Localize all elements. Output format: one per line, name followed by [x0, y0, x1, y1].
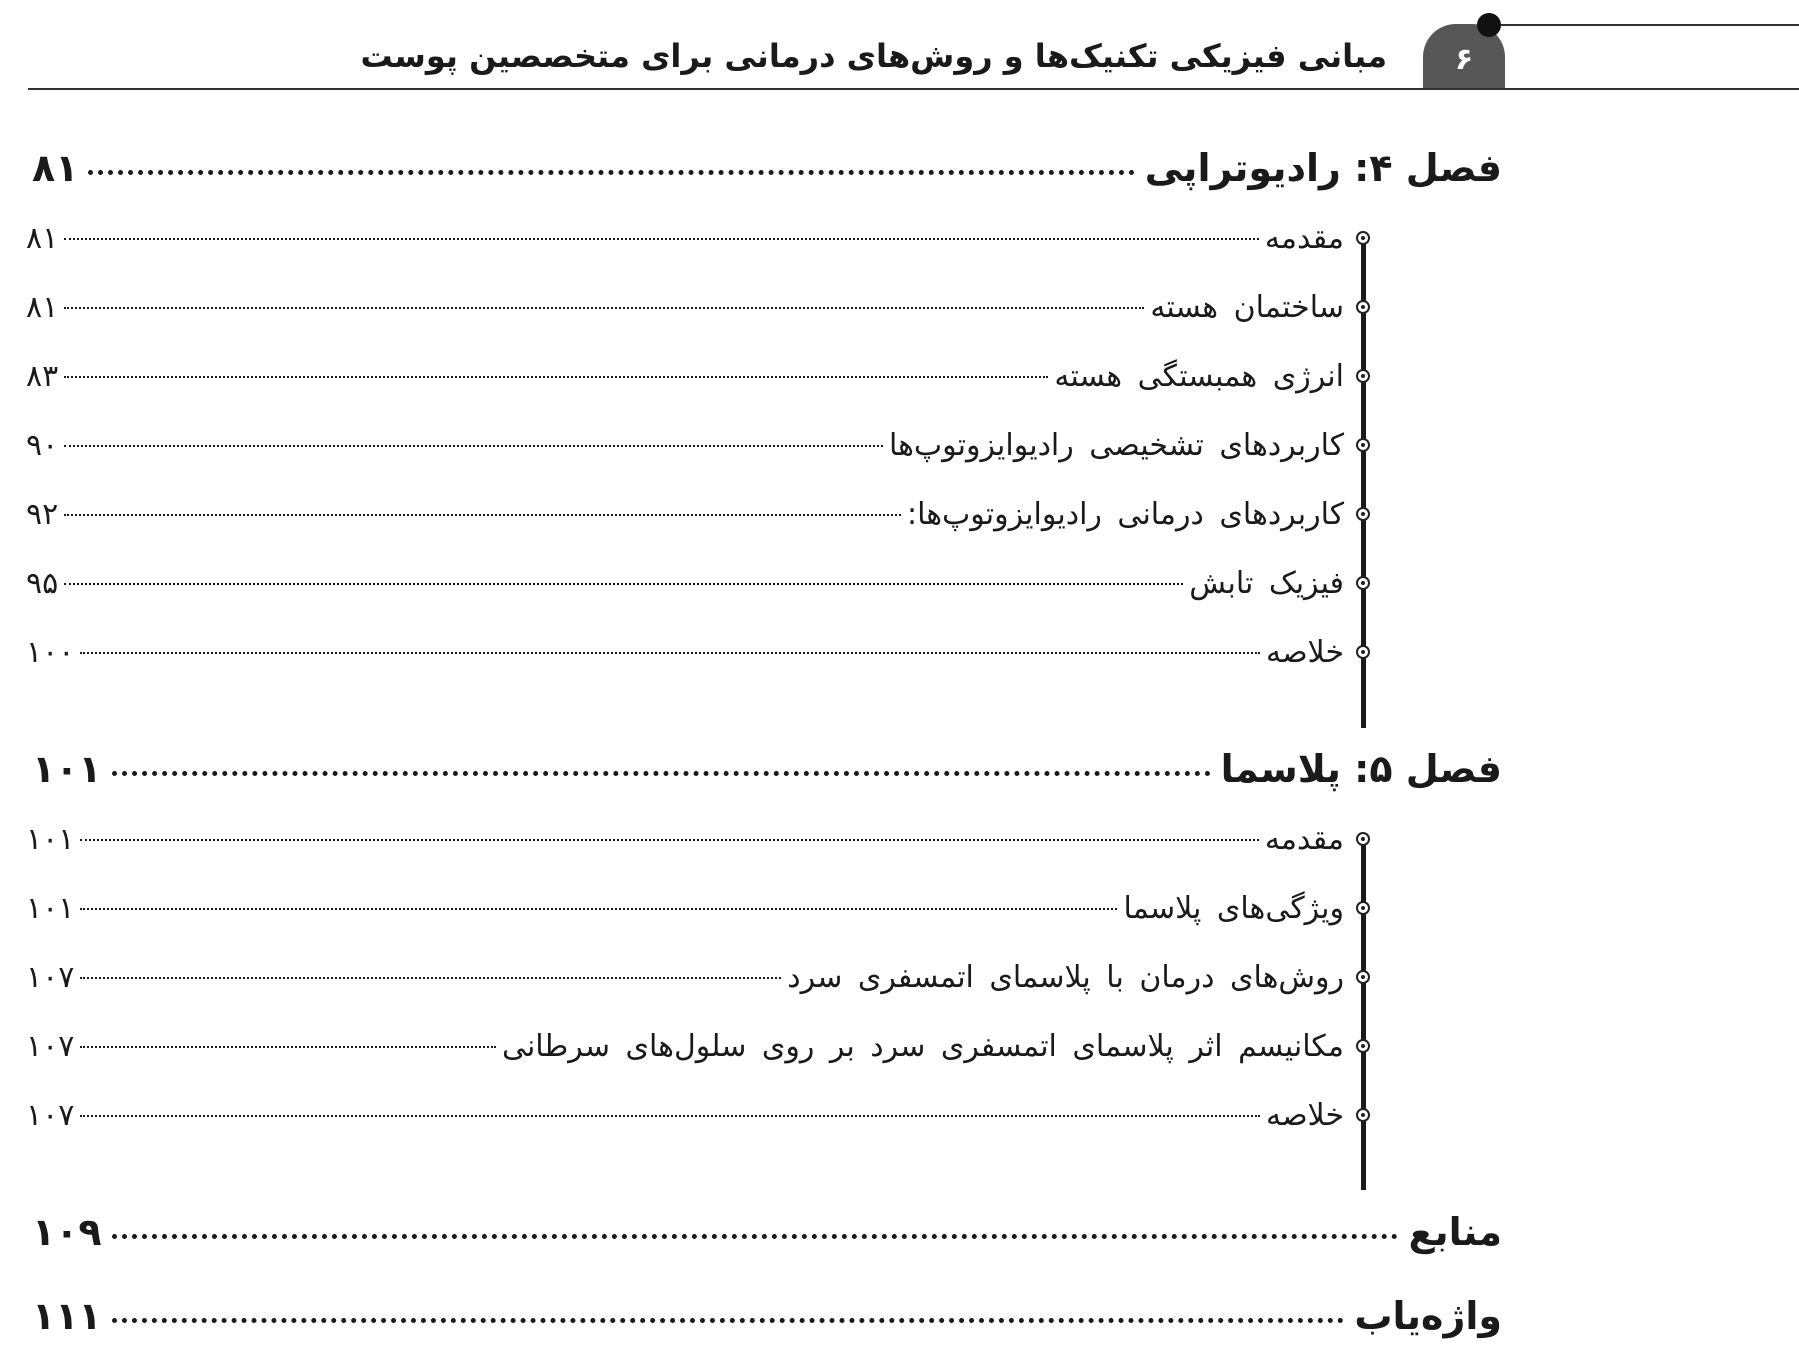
dot-leader	[88, 170, 1134, 175]
page-number: ۶	[1454, 41, 1474, 77]
back-matter-page: ۱۱۱	[32, 1294, 102, 1338]
bullet-icon	[1356, 300, 1370, 314]
entry-title: کاربردهای تشخیصی رادیوایزوتوپ‌ها	[888, 428, 1344, 463]
chapter-title: فصل ۴: رادیوتراپی	[1144, 146, 1502, 190]
chapter-timeline	[1361, 838, 1366, 1190]
dot-leader	[80, 1115, 1260, 1117]
toc-entry[interactable]	[26, 818, 1344, 862]
toc-entry[interactable]	[26, 956, 1344, 1000]
entry-page: ۱۰۷	[26, 960, 75, 995]
dot-leader	[64, 238, 1259, 240]
entry-page: ۱۰۷	[26, 1098, 75, 1133]
entry-title: خلاصه	[1265, 635, 1344, 670]
badge-dot	[1477, 13, 1501, 37]
bullet-icon	[1356, 901, 1370, 915]
entry-page: ۹۰	[26, 428, 59, 463]
entry-page: ۸۱	[26, 221, 59, 256]
toc-entry[interactable]	[26, 631, 1344, 675]
bullet-icon	[1356, 507, 1370, 521]
dot-leader	[64, 445, 883, 447]
back-matter-page: ۱۰۹	[32, 1210, 102, 1254]
book-title: مبانی فیزیکی تکنیک‌ها و روش‌های درمانی برای متخصصین پوست	[360, 37, 1387, 75]
dot-leader	[64, 583, 1183, 585]
entry-page: ۱۰۷	[26, 1029, 75, 1064]
toc-entry[interactable]	[26, 1025, 1344, 1069]
chapter-page: ۱۰۱	[32, 747, 102, 791]
entry-title: مقدمه	[1264, 221, 1344, 256]
back-matter-heading[interactable]	[32, 1286, 1502, 1346]
toc-entry[interactable]	[26, 493, 1344, 537]
entry-title: مکانیسم اثر پلاسمای اتمسفری سرد بر روی سلول‌های سرطانی	[501, 1029, 1344, 1064]
entry-title: کاربردهای درمانی رادیوایزوتوپ‌ها:	[906, 497, 1344, 532]
entry-title: فیزیک تابش	[1189, 566, 1344, 601]
chapter-heading[interactable]	[32, 138, 1502, 198]
dot-leader	[80, 1046, 496, 1048]
dot-leader	[64, 514, 901, 516]
toc-entry[interactable]	[26, 887, 1344, 931]
toc-entry[interactable]	[26, 286, 1344, 330]
toc-entry[interactable]	[26, 1094, 1344, 1138]
toc-entry[interactable]	[26, 355, 1344, 399]
chapter-page: ۸۱	[32, 146, 79, 190]
bullet-icon	[1356, 231, 1370, 245]
entry-page: ۱۰۱	[26, 891, 75, 926]
entry-title: ساختمان هسته	[1150, 290, 1344, 325]
dot-leader	[80, 977, 781, 979]
bullet-icon	[1356, 1108, 1370, 1122]
header-rule	[1480, 24, 1799, 26]
entry-page: ۸۱	[26, 290, 59, 325]
back-matter-title: واژه‌یاب	[1354, 1294, 1502, 1338]
dot-leader	[80, 652, 1260, 654]
bullet-icon	[1356, 369, 1370, 383]
entry-title: روش‌های درمان با پلاسمای اتمسفری سرد	[787, 960, 1344, 995]
back-matter-heading[interactable]	[32, 1202, 1502, 1262]
chapter-title: فصل ۵: پلاسما	[1220, 747, 1502, 791]
dot-leader	[64, 376, 1048, 378]
bullet-icon	[1356, 1039, 1370, 1053]
bullet-icon	[1356, 576, 1370, 590]
dot-leader	[112, 771, 1211, 776]
dot-leader	[80, 839, 1259, 841]
entry-page: ۹۵	[26, 566, 59, 601]
dot-leader	[64, 307, 1144, 309]
toc-entry[interactable]	[26, 424, 1344, 468]
entry-title: خلاصه	[1265, 1098, 1344, 1133]
dot-leader	[112, 1318, 1345, 1323]
entry-title: مقدمه	[1264, 822, 1344, 857]
entry-title: ویژگی‌های پلاسما	[1123, 891, 1344, 926]
bullet-icon	[1356, 645, 1370, 659]
entry-page: ۸۳	[26, 359, 59, 394]
back-matter-title: منابع	[1408, 1210, 1502, 1254]
dot-leader	[112, 1234, 1399, 1239]
dot-leader	[80, 908, 1117, 910]
header-divider	[28, 88, 1799, 90]
bullet-icon	[1356, 832, 1370, 846]
chapter-heading[interactable]	[32, 739, 1502, 799]
toc-entry[interactable]	[26, 562, 1344, 606]
toc-entry[interactable]	[26, 217, 1344, 261]
bullet-icon	[1356, 970, 1370, 984]
entry-page: ۹۲	[26, 497, 59, 532]
bullet-icon	[1356, 438, 1370, 452]
entry-page: ۱۰۰	[26, 635, 75, 670]
entry-title: انرژی همبستگی هسته	[1054, 359, 1344, 394]
entry-page: ۱۰۱	[26, 822, 75, 857]
